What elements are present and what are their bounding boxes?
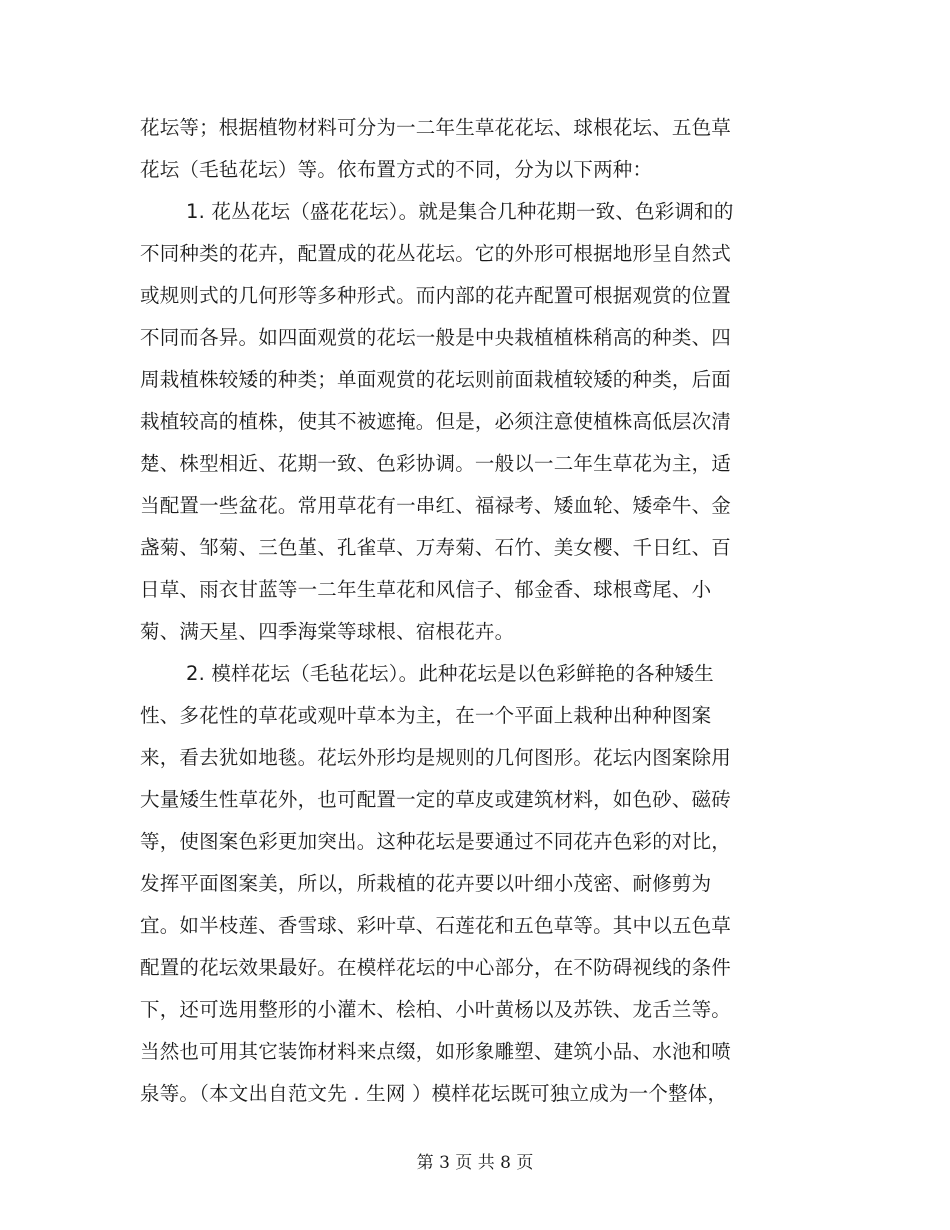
- text-line: 不同而各异。如四面观赏的花坛一般是中央栽植植株稍高的种类、四: [140, 326, 732, 349]
- text-line: 当配置一些盆花。常用草花有一串红、福禄考、矮血轮、矮牵牛、金: [140, 494, 732, 517]
- text-line: 楚、株型相近、花期一致、色彩协调。一般以一二年生草花为主，适: [140, 452, 732, 475]
- text-line: 下，还可选用整形的小灌木、桧柏、小叶黄杨以及苏铁、龙舌兰等。: [140, 998, 732, 1021]
- text-line: 1. 花丛花坛（盛花花坛）。就是集合几种花期一致、色彩调和的: [186, 200, 734, 223]
- text-line: 当然也可用其它装饰材料来点缀，如形象雕塑、建筑小品、水池和喷: [140, 1040, 732, 1063]
- page-number-footer: 第 3 页 共 8 页: [416, 1153, 534, 1173]
- text-line: 或规则式的几何形等多种形式。而内部的花卉配置可根据观赏的位置: [140, 284, 732, 307]
- text-line: 花坛（毛毡花坛）等。依布置方式的不同，分为以下两种：: [140, 158, 653, 181]
- text-line: 性、多花性的草花或观叶草本为主，在一个平面上栽种出种种图案: [140, 704, 712, 727]
- text-line: 配置的花坛效果最好。在模样花坛的中心部分，在不防碍视线的条件: [140, 956, 732, 979]
- text-line: 花坛等；根据植物材料可分为一二年生草花花坛、球根花坛、五色草: [140, 116, 732, 139]
- text-line: 菊、满天星、四季海棠等球根、宿根花卉。: [140, 620, 515, 643]
- text-line: 盏菊、邹菊、三色堇、孔雀草、万寿菊、石竹、美女樱、千日红、百: [140, 536, 732, 559]
- text-line: 不同种类的花卉，配置成的花丛花坛。它的外形可根据地形呈自然式: [140, 242, 732, 265]
- text-line: 日草、雨衣甘蓝等一二年生草花和风信子、郁金香、球根鸢尾、小: [140, 578, 712, 601]
- text-line: 泉等。（本文出自范文先 . 生网 ）模样花坛既可独立成为一个整体，: [140, 1082, 728, 1105]
- text-line: 来，看去犹如地毯。花坛外形均是规则的几何图形。花坛内图案除用: [140, 746, 732, 769]
- text-line: 宜。如半枝莲、香雪球、彩叶草、石莲花和五色草等。其中以五色草: [140, 914, 732, 937]
- text-line: 等，使图案色彩更加突出。这种花坛是要通过不同花卉色彩的对比，: [140, 830, 732, 853]
- text-line: 发挥平面图案美，所以，所栽植的花卉要以叶细小茂密、耐修剪为: [140, 872, 712, 895]
- text-line: 2. 模样花坛（毛毡花坛）。此种花坛是以色彩鲜艳的各种矮生: [186, 662, 714, 685]
- text-line: 栽植较高的植株，使其不被遮掩。但是，必须注意使植株高低层次清: [140, 410, 732, 433]
- text-line: 大量矮生性草花外，也可配置一定的草皮或建筑材料，如色砂、磁砖: [140, 788, 732, 811]
- text-line: 周栽植株较矮的种类；单面观赏的花坛则前面栽植较矮的种类，后面: [140, 368, 732, 391]
